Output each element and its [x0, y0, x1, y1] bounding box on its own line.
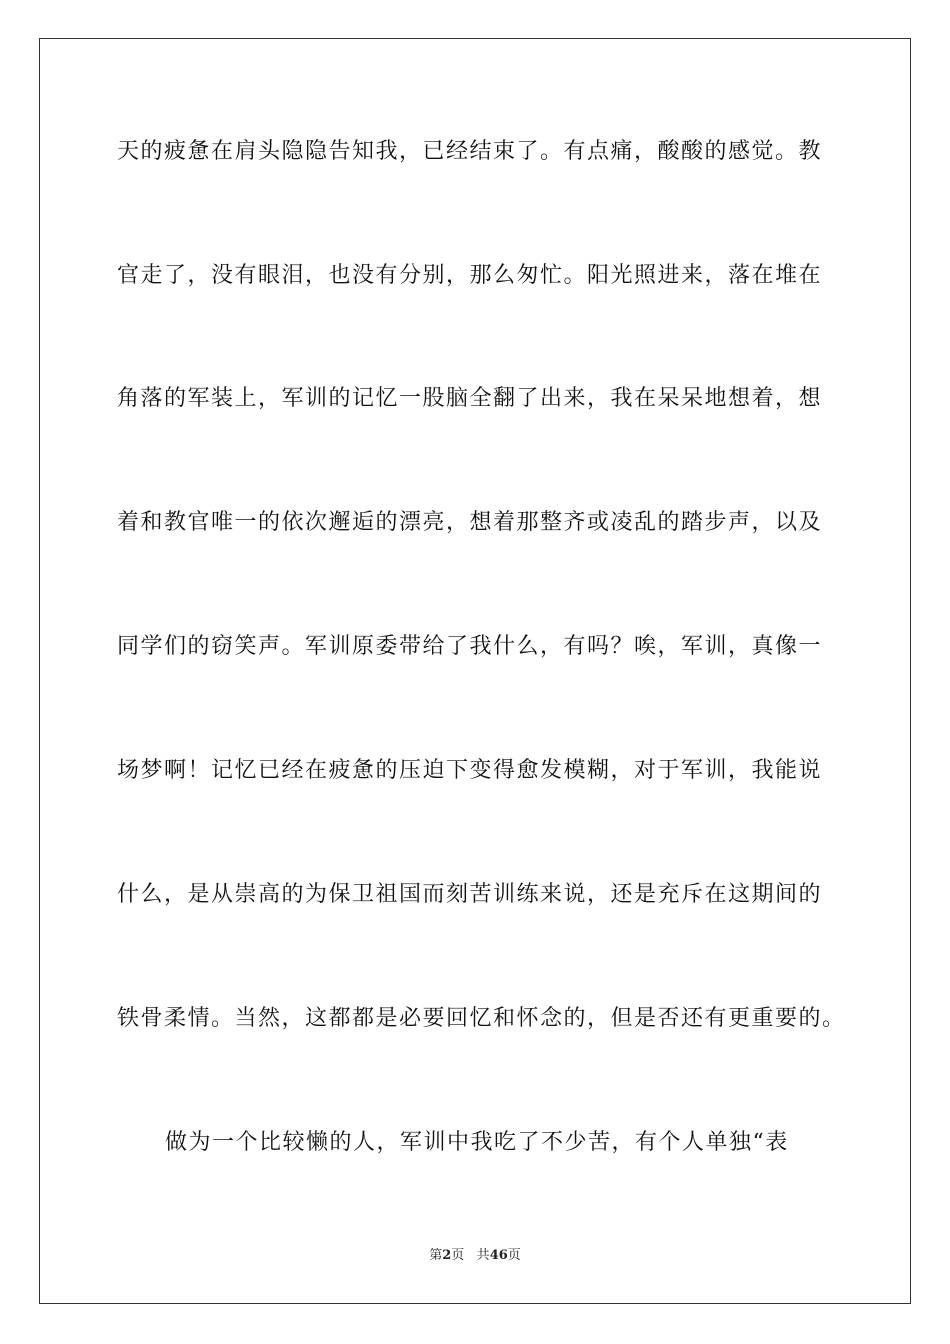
footer-total-number: 46	[489, 1248, 508, 1263]
text-line-6: 场梦啊！记忆已经在疲惫的压迫下变得愈发模糊，对于军训，我能说	[117, 758, 823, 783]
text-line-2: 官走了，没有眼泪，也没有分别，那么匆忙。阳光照进来，落在堆在	[117, 263, 823, 288]
text-line-7: 什么，是从崇高的为保卫祖国而刻苦训练来说，还是充斥在这期间的	[117, 882, 823, 907]
text-line-1: 天的疲惫在肩头隐隐告知我，已经结束了。有点痛，酸酸的感觉。教	[117, 139, 823, 164]
page-footer	[0, 1247, 950, 1265]
text-line-8: 铁骨柔情。当然，这都都是必要回忆和怀念的，但是否还有更重要的。	[117, 1006, 846, 1031]
text-line-5: 同学们的窃笑声。军训原委带给了我什么，有吗？唉，军训，真像一	[117, 634, 823, 659]
footer-page-number: 2	[442, 1248, 452, 1263]
footer-total-suffix: 页	[507, 1248, 521, 1263]
footer-total-prefix: 共	[476, 1248, 490, 1263]
text-line-4: 着和教官唯一的依次邂逅的漂亮，想着那整齐或凌乱的踏步声，以及	[117, 510, 823, 535]
footer-page-suffix: 页	[451, 1248, 465, 1263]
text-line-3: 角落的军装上，军训的记忆一股脑全翻了出来，我在呆呆地想着，想	[117, 386, 823, 411]
text-line-9-new-paragraph: 做为一个比较懒的人，军训中我吃了不少苦，有个人单独“表	[165, 1130, 789, 1155]
page-border	[39, 38, 911, 1304]
footer-page-prefix: 第	[429, 1248, 443, 1263]
